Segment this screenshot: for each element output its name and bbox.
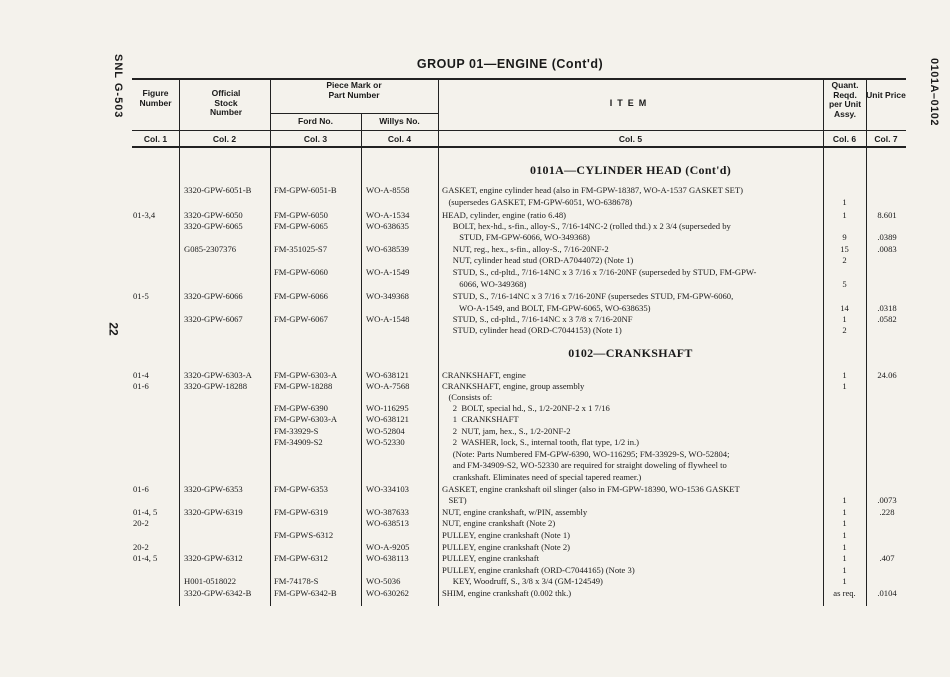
header-piece-mark: Piece Mark or Part Number (326, 80, 382, 100)
cell-stock: 3320-GPW-6067 (184, 314, 243, 324)
cell-ford: FM-GPW-6303-A (274, 414, 338, 424)
cell-willys: WO-638513 (366, 518, 409, 528)
cell-item: STUD, S., cd-pltd., 7/16-14NC x 3 7/16 x 7/16-20NF (superseded by STUD, FM-GPW- (442, 267, 757, 277)
cell-qty: 1 (842, 518, 847, 528)
cell-ford: FM-33929-S (274, 426, 319, 436)
header-unit-price: Unit Price (866, 90, 906, 100)
cell-item: (Note: Parts Numbered FM-GPW-6390, WO-116295; FM-33929-S, WO-52804; (442, 449, 730, 459)
cell-ford: FM-351025-S7 (274, 244, 328, 254)
cell-price: .0582 (877, 314, 897, 324)
cell-item: NUT, reg., hex., s-fin., alloy-S., 7/16-20NF-2 (442, 244, 609, 254)
cell-price: 24.06 (877, 370, 897, 380)
cell-willys: WO-638121 (366, 370, 409, 380)
cell-item: CRANKSHAFT, engine, group assembly (442, 381, 585, 391)
cell-willys: WO-5036 (366, 576, 401, 586)
cell-willys: WO-52804 (366, 426, 405, 436)
cell-stock: H001-0518022 (184, 576, 237, 586)
cell-ford: FM-GPW-6312 (274, 553, 328, 563)
header-figure-number: Figure Number (139, 88, 172, 108)
cell-item: 2 BOLT, special hd., S., 1/2-20NF-2 x 1 7/16 (442, 403, 610, 413)
cell-willys: WO-A-8558 (366, 185, 410, 195)
cell-item: and FM-34909-S2, WO-52330 are required for straight doweling of flywheel to (442, 460, 727, 470)
body-divider-4 (438, 146, 439, 606)
cell-fig: 01-4 (133, 370, 149, 380)
cell-item: NUT, cylinder head stud (ORD-A7044072) (Note 1) (442, 255, 634, 265)
header-stock-number: Official Stock Number (209, 88, 243, 117)
cell-stock: 3320-GPW-6319 (184, 507, 243, 517)
cell-willys: WO-116295 (366, 403, 409, 413)
cell-qty: 5 (842, 279, 847, 289)
cell-item: SHIM, engine crankshaft (0.002 thk.) (442, 588, 572, 598)
cell-qty: 1 (842, 495, 847, 505)
cell-ford: FM-GPW-6051-B (274, 185, 337, 195)
cell-willys: WO-A-7568 (366, 381, 410, 391)
cell-item: PULLEY, engine crankshaft (Note 1) (442, 530, 570, 540)
cell-ford: FM-GPW-18288 (274, 381, 333, 391)
cell-item: (supersedes GASKET, FM-GPW-6051, WO-638678) (442, 197, 633, 207)
cell-willys: WO-A-1534 (366, 210, 410, 220)
cell-qty: 1 (842, 381, 847, 391)
col-label-4: Col. 4 (387, 134, 412, 144)
cell-stock: 3320-GPW-6342-B (184, 588, 252, 598)
cell-qty: 1 (842, 370, 847, 380)
header-quantity: Quant. Reqd. per Unit Assy. (828, 80, 862, 119)
cell-ford: FM-GPW-6065 (274, 221, 328, 231)
cell-item: PULLEY, engine crankshaft (ORD-C7044165) (Note 3) (442, 565, 635, 575)
cell-fig: 01-5 (133, 291, 149, 301)
cell-qty: 14 (840, 303, 849, 313)
body-divider-1 (179, 146, 180, 606)
cell-price: .228 (879, 507, 895, 517)
header-bottom-rule (132, 146, 906, 148)
cell-willys: WO-638635 (366, 221, 409, 231)
cell-item: CRANKSHAFT, engine (442, 370, 526, 380)
col-label-2: Col. 2 (212, 134, 237, 144)
cell-price: 8.601 (877, 210, 897, 220)
cell-fig: 01-6 (133, 381, 149, 391)
cell-ford: FM-GPWS-6312 (274, 530, 334, 540)
cell-stock: 3320-GPW-6066 (184, 291, 243, 301)
section-title-cylinder-head: 0101A—CYLINDER HEAD (Cont'd) (529, 163, 732, 177)
cell-ford: FM-GPW-6303-A (274, 370, 338, 380)
cell-fig: 01-4, 5 (133, 507, 158, 517)
cell-qty: 2 (842, 255, 847, 265)
group-title: GROUP 01—ENGINE (Cont'd) (416, 57, 604, 71)
cell-item: STUD, S., 7/16-14NC x 3 7/16 x 7/16-20NF (supersedes STUD, FM-GPW-6060, (442, 291, 734, 301)
cell-item: STUD, FM-GPW-6066, WO-349368) (442, 232, 590, 242)
header-ford-no: Ford No. (298, 116, 333, 126)
cell-willys: WO-334103 (366, 484, 409, 494)
cell-qty: 9 (842, 232, 847, 242)
cell-qty: 1 (842, 507, 847, 517)
cell-price: .0389 (877, 232, 897, 242)
margin-label-right: 0101A–0102 (928, 58, 940, 127)
cell-price: .0104 (877, 588, 897, 598)
cell-item: NUT, engine crankshaft (Note 2) (442, 518, 556, 528)
cell-qty: 1 (842, 197, 847, 207)
cell-item: 2 NUT, jam, hex., S., 1/2-20NF-2 (442, 426, 571, 436)
cell-price: .0073 (877, 495, 897, 505)
cell-stock: 3320-GPW-6303-A (184, 370, 252, 380)
body-divider-3 (361, 146, 362, 606)
cell-willys: WO-52330 (366, 437, 405, 447)
header-mid-rule (132, 130, 906, 131)
cell-item: PULLEY, engine crankshaft (Note 2) (442, 542, 570, 552)
cell-stock: 3320-GPW-6065 (184, 221, 243, 231)
header-willys-no: Willys No. (379, 116, 420, 126)
cell-ford: FM-GPW-6342-B (274, 588, 337, 598)
cell-item: 1 CRANKSHAFT (442, 414, 519, 424)
cell-qty: 15 (840, 244, 849, 254)
cell-item: (Consists of: (442, 392, 493, 402)
col-label-7: Col. 7 (874, 134, 898, 144)
cell-fig: 01-4, 5 (133, 553, 158, 563)
cell-qty: 2 (842, 325, 847, 335)
cell-willys: WO-638113 (366, 553, 409, 563)
cell-ford: FM-GPW-6067 (274, 314, 328, 324)
cell-qty: 1 (842, 576, 847, 586)
margin-label-left: SNL G-503 (112, 54, 124, 119)
cell-fig: 01-3,4 (133, 210, 156, 220)
header-item: ITEM (609, 98, 652, 108)
cell-ford: FM-GPW-6060 (274, 267, 328, 277)
cell-qty: 1 (842, 530, 847, 540)
section-title-crankshaft: 0102—CRANKSHAFT (568, 346, 693, 360)
cell-item: PULLEY, engine crankshaft (442, 553, 539, 563)
cell-stock: 3320-GPW-18288 (184, 381, 248, 391)
cell-qty: 1 (842, 565, 847, 575)
cell-item: BOLT, hex-hd., s-fin., alloy-S., 7/16-14NC-2 (rolled thd.) x 2 3/4 (superseded by (442, 221, 731, 231)
cell-item: STUD, S., cd-pltd., 7/16-14NC x 3 7/8 x 7/16-20NF (442, 314, 633, 324)
cell-qty: 1 (842, 553, 847, 563)
col-label-5: Col. 5 (618, 134, 643, 144)
cell-willys: WO-387633 (366, 507, 409, 517)
cell-price: .0083 (877, 244, 897, 254)
cell-fig: 01-6 (133, 484, 149, 494)
cell-item: NUT, engine crankshaft, w/PIN, assembly (442, 507, 588, 517)
cell-item: 2 WASHER, lock, S., internal tooth, flat type, 1/2 in.) (442, 437, 640, 447)
cell-item: 6066, WO-349368) (442, 279, 527, 289)
cell-fig: 20-2 (133, 518, 149, 528)
cell-qty: 1 (842, 542, 847, 552)
cell-price: .407 (879, 553, 895, 563)
cell-ford: FM-GPW-6319 (274, 507, 328, 517)
cell-qty: 1 (842, 210, 847, 220)
cell-price: .0318 (877, 303, 897, 313)
cell-qty: as req. (833, 588, 856, 598)
cell-ford: FM-34909-S2 (274, 437, 323, 447)
cell-item: GASKET, engine cylinder head (also in FM-GPW-18387, WO-A-1537 GASKET SET) (442, 185, 743, 195)
header-top-rule (132, 78, 906, 80)
cell-fig: 20-2 (133, 542, 149, 552)
cell-item: crankshaft. Eliminates need of special tapered reamer.) (442, 472, 642, 482)
cell-stock: 3320-GPW-6312 (184, 553, 243, 563)
cell-willys: WO-A-1548 (366, 314, 410, 324)
cell-stock: 3320-GPW-6050 (184, 210, 243, 220)
cell-ford: FM-GPW-6353 (274, 484, 328, 494)
cell-willys: WO-638121 (366, 414, 409, 424)
col-label-3: Col. 3 (303, 134, 328, 144)
cell-item: GASKET, engine crankshaft oil slinger (also in FM-GPW-18390, WO-1536 GASKET (442, 484, 740, 494)
body-divider-2 (270, 146, 271, 606)
cell-item: STUD, cylinder head (ORD-C7044153) (Note 1) (442, 325, 622, 335)
cell-stock: G085-2307376 (184, 244, 237, 254)
cell-item: SET) (442, 495, 467, 505)
cell-ford: FM-GPW-6066 (274, 291, 328, 301)
cell-qty: 1 (842, 314, 847, 324)
cell-stock: 3320-GPW-6051-B (184, 185, 252, 195)
cell-ford: FM-GPW-6050 (274, 210, 328, 220)
cell-stock: 3320-GPW-6353 (184, 484, 243, 494)
cell-ford: FM-GPW-6390 (274, 403, 328, 413)
cell-willys: WO-630262 (366, 588, 409, 598)
piece-mark-rule (270, 113, 438, 114)
cell-ford: FM-74178-S (274, 576, 319, 586)
col-label-1: Col. 1 (143, 134, 168, 144)
cell-willys: WO-A-9205 (366, 542, 410, 552)
cell-willys: WO-349368 (366, 291, 409, 301)
body-divider-6 (866, 146, 867, 606)
page-number: 22 (106, 322, 121, 336)
cell-item: HEAD, cylinder, engine (ratio 6.48) (442, 210, 566, 220)
col-label-6: Col. 6 (832, 134, 857, 144)
cell-item: KEY, Woodruff, S., 3/8 x 3/4 (GM-124549) (442, 576, 603, 586)
cell-willys: WO-A-1549 (366, 267, 410, 277)
cell-item: WO-A-1549, and BOLT, FM-GPW-6065, WO-638635) (442, 303, 651, 313)
cell-willys: WO-638539 (366, 244, 409, 254)
